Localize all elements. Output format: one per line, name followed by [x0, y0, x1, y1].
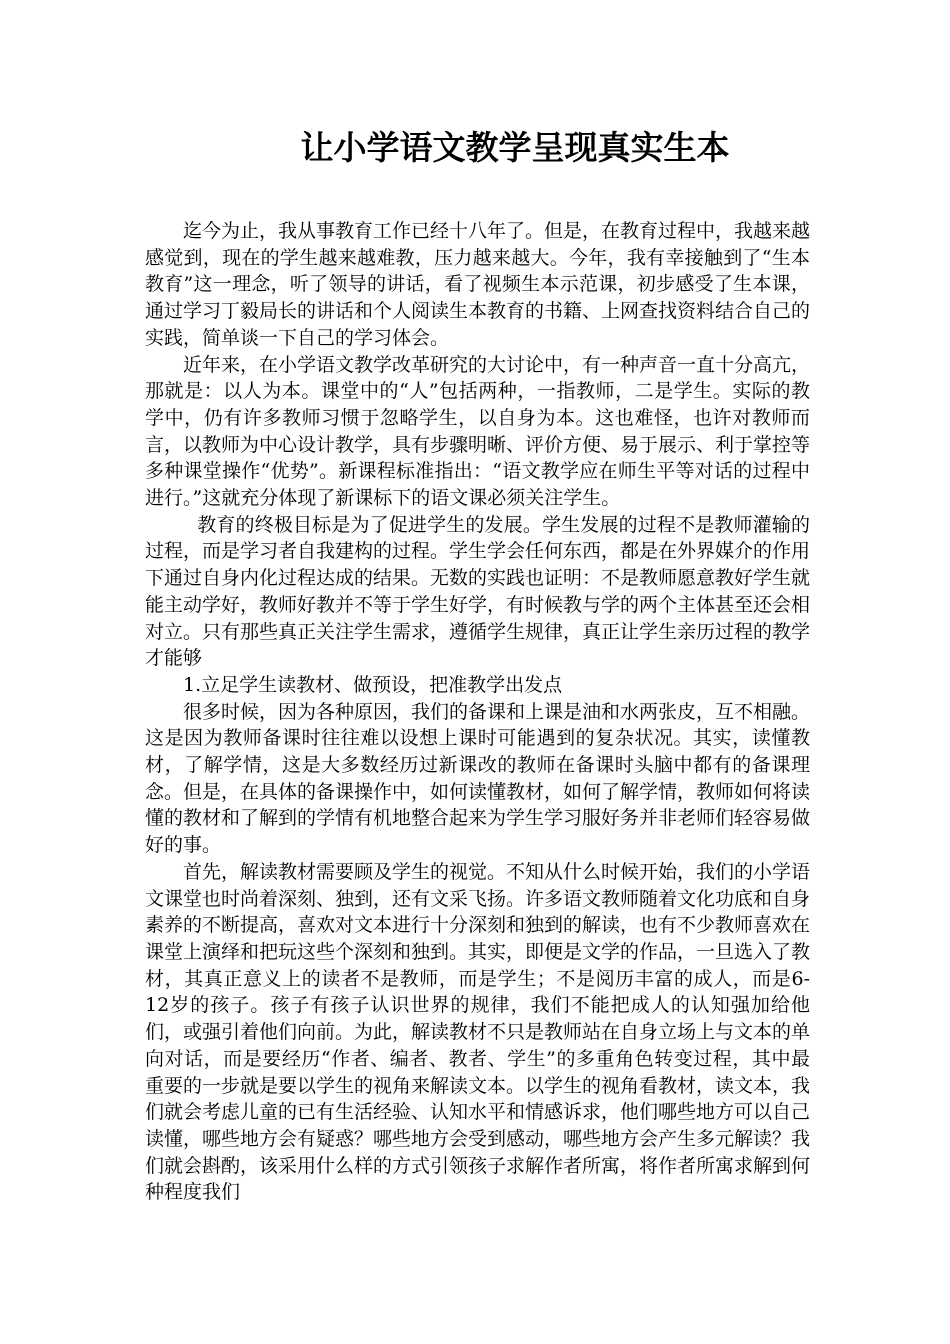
document-body: [145, 218, 810, 1206]
paragraph-5: 首先，解读教材需要顾及学生的视觉。不知从什么时候开始，我们的小学语文课堂也时尚着深刻、独到，还有文采飞扬。许多语文教师随着文化功底和自身素养的不断提高，喜欢对文本进行十分深刻和独到的解读，也有不少教师喜欢在课堂上演绎和把玩这些个深刻和独到。其实，即便是文学的作品，一旦选入了教材，其真正意义上的读者不是教师，而是学生；不是阅历丰富的成人，而是6-12岁的孩子。孩子有孩子认识世界的规律，我们不能把成人的认知强加给他们，或强引着他们向前。为此，解读教材不只是教师站在自身立场上与文本的单向对话，而是要经历“作者、编者、教者、学生”的多重角色转变过程，其中最重要的一步就是要以学生的视角来解读文本。以学生的视角看教材，读文本，我们就会考虑儿童的已有生活经验、认知水平和情感诉求，他们哪些地方可以自己读懂，哪些地方会有疑惑？哪些地方会受到感动，哪些地方会产生多元解读？我们就会斟酌，该采用什么样的方式引领孩子求解作者所寓，将作者所寓求解到何种程度我们: [145, 860, 811, 1204]
paragraph-2: 近年来，在小学语文教学改革研究的大讨论中，有一种声音一直十分高亢，那就是：以人为本。课堂中的“人”包括两种，一指教师，二是学生。实际的教学中，仍有许多教师习惯于忽略学生，以自身为本。这也难怪，也许对教师而言，以教师为中心设计教学，具有步骤明晰、评价方便、易于展示、利于掌控等多种课堂操作“优势”。新课程标准指出：“语文教学应在师生平等对话的过程中进行。”这就充分体现了新课标下的语文课必须关注学生。: [145, 353, 811, 510]
page-title: 让小学语文教学呈现真实生本: [300, 128, 730, 167]
paragraph-4: 很多时候，因为各种原因，我们的备课和上课是油和水两张皮，互不相融。这是因为教师备课时往往难以设想上课时可能遇到的复杂状况。其实，读懂教材，了解学情，这是大多数经历过新课改的教师在备课时头脑中都有的备课理念。但是，在具体的备课操作中，如何读懂教材，如何了解学情，教师如何将读懂的教材和了解到的学情有机地整合起来为学生学习服好务并非老师们轻容易做好的事。: [145, 700, 811, 857]
section-heading-1: 1.立足学生读教材、做预设，把准教学出发点: [183, 673, 563, 696]
paragraph-3: 教育的终极目标是为了促进学生的发展。学生发展的过程不是教师灌输的过程，而是学习者自我建构的过程。学生学会任何东西，都是在外界媒介的作用下通过自身内化过程达成的结果。无数的实践也证明：不是教师愿意教好学生就能主动学好，教师好教并不等于学生好学，有时候教与学的两个主体甚至还会相对立。只有那些真正关注学生需求，遵循学生规律，真正让学生亲历过程的教学才能够: [145, 513, 811, 670]
paragraph-1: 迄今为止，我从事教育工作已经十八年了。但是，在教育过程中，我越来越感觉到，现在的学生越来越难教，压力越来越大。今年，我有幸接触到了“生本教育”这一理念，听了领导的讲话，看了视频生本示范课，初步感受了生本课，通过学习丁毅局长的讲话和个人阅读生本教育的书籍、上网查找资料结合自己的实践，简单谈一下自己的学习体会。: [145, 220, 811, 349]
